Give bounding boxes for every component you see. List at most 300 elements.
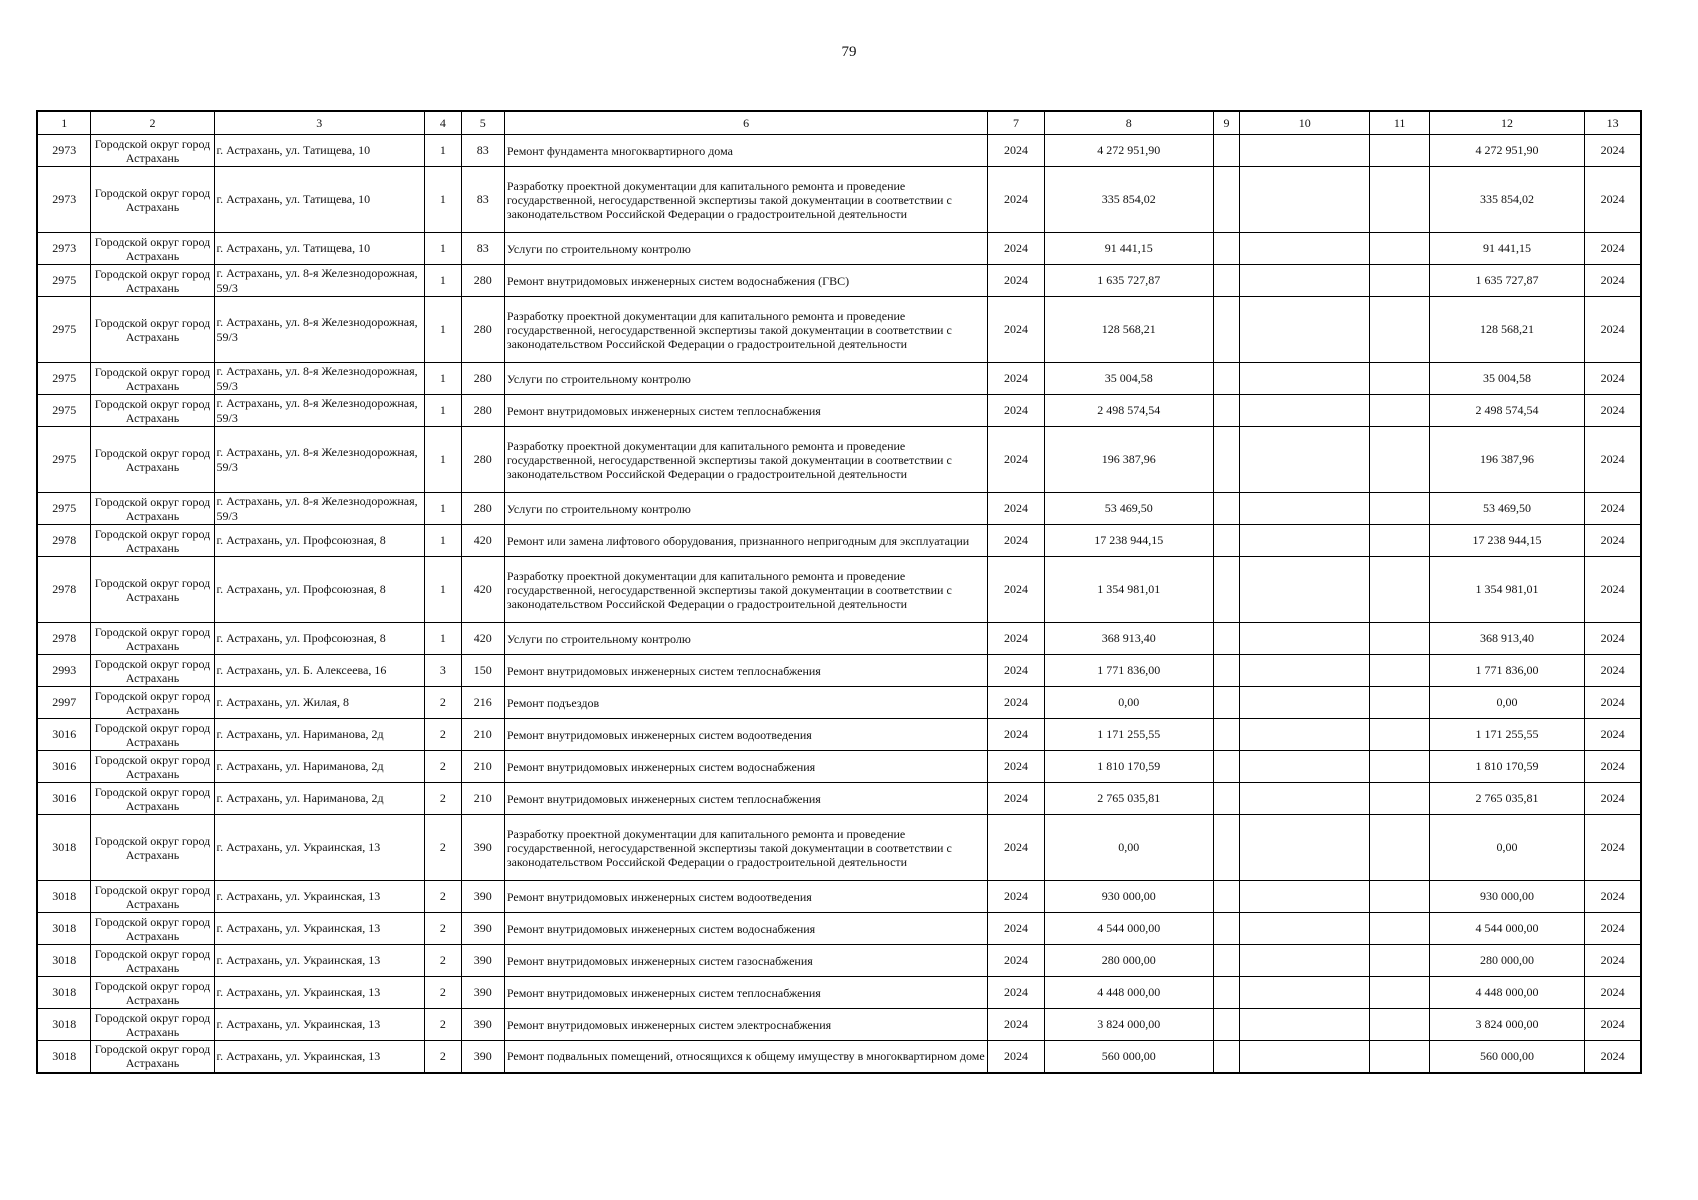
col-4-value-cell: 1	[425, 297, 462, 363]
col-4-value-cell: 2	[425, 913, 462, 945]
col-9-value-cell	[1214, 233, 1240, 265]
work-type-cell: Ремонт внутридомовых инженерных систем водоотведения	[504, 881, 988, 913]
cost-cell: 4 272 951,90	[1044, 135, 1213, 167]
col-9-value-cell	[1214, 135, 1240, 167]
address-cell: г. Астрахань, ул. Украинская, 13	[214, 1009, 424, 1041]
col-9-value-cell	[1214, 655, 1240, 687]
table-row	[37, 977, 1641, 1009]
record-id-cell: 2975	[37, 265, 91, 297]
col-10-value-cell	[1239, 783, 1370, 815]
col-4-value-cell: 1	[425, 135, 462, 167]
col-12-value-cell: 1 354 981,01	[1429, 557, 1584, 623]
cost-cell: 0,00	[1044, 687, 1213, 719]
column-header-1: 1	[37, 111, 91, 135]
cost-cell: 1 354 981,01	[1044, 557, 1213, 623]
column-header-13: 13	[1585, 111, 1641, 135]
col-9-value-cell	[1214, 1041, 1240, 1073]
table-row	[37, 881, 1641, 913]
col-9-value-cell	[1214, 557, 1240, 623]
col-5-value-cell: 390	[461, 945, 504, 977]
col-11-value-cell	[1370, 783, 1429, 815]
year-cell: 2024	[988, 363, 1044, 395]
col-12-value-cell: 3 824 000,00	[1429, 1009, 1584, 1041]
col-13-value-cell: 2024	[1585, 881, 1641, 913]
table-row	[37, 135, 1641, 167]
col-12-value-cell: 280 000,00	[1429, 945, 1584, 977]
column-header-4: 4	[425, 111, 462, 135]
col-9-value-cell	[1214, 623, 1240, 655]
col-10-value-cell	[1239, 815, 1370, 881]
col-9-value-cell	[1214, 977, 1240, 1009]
col-12-value-cell: 368 913,40	[1429, 623, 1584, 655]
col-13-value-cell: 2024	[1585, 233, 1641, 265]
work-type-cell: Ремонт внутридомовых инженерных систем теплоснабжения	[504, 655, 988, 687]
col-5-value-cell: 210	[461, 751, 504, 783]
record-id-cell: 2978	[37, 557, 91, 623]
municipality-cell: Городской округ город Астрахань	[91, 265, 214, 297]
col-13-value-cell: 2024	[1585, 1009, 1641, 1041]
col-12-value-cell: 53 469,50	[1429, 493, 1584, 525]
record-id-cell: 3016	[37, 751, 91, 783]
year-cell: 2024	[988, 719, 1044, 751]
column-header-2: 2	[91, 111, 214, 135]
page-number: 79	[841, 44, 857, 60]
municipality-cell: Городской округ город Астрахань	[91, 977, 214, 1009]
address-cell: г. Астрахань, ул. Жилая, 8	[214, 687, 424, 719]
col-4-value-cell: 1	[425, 363, 462, 395]
col-13-value-cell: 2024	[1585, 265, 1641, 297]
col-4-value-cell: 2	[425, 1041, 462, 1073]
col-4-value-cell: 2	[425, 977, 462, 1009]
col-10-value-cell	[1239, 167, 1370, 233]
work-type-cell: Ремонт внутридомовых инженерных систем водоснабжения	[504, 751, 988, 783]
col-13-value-cell: 2024	[1585, 525, 1641, 557]
work-type-cell: Ремонт внутридомовых инженерных систем водоснабжения	[504, 913, 988, 945]
work-type-cell: Ремонт внутридомовых инженерных систем газоснабжения	[504, 945, 988, 977]
column-header-8: 8	[1044, 111, 1213, 135]
col-12-value-cell: 1 771 836,00	[1429, 655, 1584, 687]
work-type-cell: Ремонт подъездов	[504, 687, 988, 719]
col-13-value-cell: 2024	[1585, 493, 1641, 525]
table-row	[37, 623, 1641, 655]
record-id-cell: 3018	[37, 977, 91, 1009]
col-5-value-cell: 390	[461, 1009, 504, 1041]
col-9-value-cell	[1214, 1009, 1240, 1041]
cost-cell: 1 171 255,55	[1044, 719, 1213, 751]
col-10-value-cell	[1239, 395, 1370, 427]
col-12-value-cell: 4 448 000,00	[1429, 977, 1584, 1009]
col-10-value-cell	[1239, 945, 1370, 977]
work-type-cell: Ремонт внутридомовых инженерных систем теплоснабжения	[504, 395, 988, 427]
year-cell: 2024	[988, 493, 1044, 525]
municipality-cell: Городской округ город Астрахань	[91, 623, 214, 655]
year-cell: 2024	[988, 525, 1044, 557]
address-cell: г. Астрахань, ул. 8-я Железнодорожная, 59/3	[214, 395, 424, 427]
col-4-value-cell: 1	[425, 557, 462, 623]
col-5-value-cell: 216	[461, 687, 504, 719]
address-cell: г. Астрахань, ул. 8-я Железнодорожная, 59/3	[214, 493, 424, 525]
col-10-value-cell	[1239, 655, 1370, 687]
col-5-value-cell: 390	[461, 881, 504, 913]
col-10-value-cell	[1239, 557, 1370, 623]
table-row	[37, 655, 1641, 687]
table-row	[37, 913, 1641, 945]
table-row	[37, 525, 1641, 557]
work-type-cell: Услуги по строительному контролю	[504, 363, 988, 395]
col-10-value-cell	[1239, 751, 1370, 783]
address-cell: г. Астрахань, ул. Украинская, 13	[214, 977, 424, 1009]
column-header-3: 3	[214, 111, 424, 135]
work-type-cell: Ремонт подвальных помещений, относящихся к общему имуществу в многоквартирном доме	[504, 1041, 988, 1073]
col-5-value-cell: 280	[461, 493, 504, 525]
col-13-value-cell: 2024	[1585, 655, 1641, 687]
col-9-value-cell	[1214, 493, 1240, 525]
col-9-value-cell	[1214, 945, 1240, 977]
record-id-cell: 3016	[37, 783, 91, 815]
municipality-cell: Городской округ город Астрахань	[91, 363, 214, 395]
col-10-value-cell	[1239, 881, 1370, 913]
col-12-value-cell: 4 544 000,00	[1429, 913, 1584, 945]
year-cell: 2024	[988, 297, 1044, 363]
col-4-value-cell: 2	[425, 783, 462, 815]
col-4-value-cell: 1	[425, 427, 462, 493]
work-type-cell: Ремонт фундамента многоквартирного дома	[504, 135, 988, 167]
year-cell: 2024	[988, 167, 1044, 233]
col-9-value-cell	[1214, 751, 1240, 783]
municipality-cell: Городской округ город Астрахань	[91, 687, 214, 719]
municipality-cell: Городской округ город Астрахань	[91, 297, 214, 363]
col-11-value-cell	[1370, 167, 1429, 233]
col-5-value-cell: 420	[461, 525, 504, 557]
address-cell: г. Астрахань, ул. 8-я Железнодорожная, 59/3	[214, 427, 424, 493]
cost-cell: 53 469,50	[1044, 493, 1213, 525]
col-5-value-cell: 210	[461, 783, 504, 815]
col-12-value-cell: 35 004,58	[1429, 363, 1584, 395]
address-cell: г. Астрахань, ул. Украинская, 13	[214, 945, 424, 977]
cost-cell: 368 913,40	[1044, 623, 1213, 655]
col-12-value-cell: 0,00	[1429, 815, 1584, 881]
col-10-value-cell	[1239, 233, 1370, 265]
cost-cell: 4 544 000,00	[1044, 913, 1213, 945]
year-cell: 2024	[988, 557, 1044, 623]
record-id-cell: 2978	[37, 623, 91, 655]
record-id-cell: 3018	[37, 1009, 91, 1041]
address-cell: г. Астрахань, ул. Профсоюзная, 8	[214, 525, 424, 557]
year-cell: 2024	[988, 655, 1044, 687]
table-row	[37, 751, 1641, 783]
year-cell: 2024	[988, 1009, 1044, 1041]
table-row	[37, 493, 1641, 525]
year-cell: 2024	[988, 265, 1044, 297]
col-9-value-cell	[1214, 815, 1240, 881]
col-12-value-cell: 0,00	[1429, 687, 1584, 719]
column-header-5: 5	[461, 111, 504, 135]
address-cell: г. Астрахань, ул. Нариманова, 2д	[214, 719, 424, 751]
record-id-cell: 3018	[37, 913, 91, 945]
col-5-value-cell: 280	[461, 265, 504, 297]
cost-cell: 128 568,21	[1044, 297, 1213, 363]
col-5-value-cell: 280	[461, 427, 504, 493]
table-row	[37, 363, 1641, 395]
col-13-value-cell: 2024	[1585, 297, 1641, 363]
column-header-10: 10	[1239, 111, 1370, 135]
record-id-cell: 2975	[37, 427, 91, 493]
record-id-cell: 2973	[37, 135, 91, 167]
col-5-value-cell: 83	[461, 167, 504, 233]
work-type-cell: Услуги по строительному контролю	[504, 493, 988, 525]
table-row	[37, 427, 1641, 493]
col-9-value-cell	[1214, 395, 1240, 427]
record-id-cell: 2975	[37, 395, 91, 427]
col-9-value-cell	[1214, 167, 1240, 233]
record-id-cell: 2975	[37, 297, 91, 363]
col-5-value-cell: 280	[461, 363, 504, 395]
municipality-cell: Городской округ город Астрахань	[91, 135, 214, 167]
address-cell: г. Астрахань, ул. Б. Алексеева, 16	[214, 655, 424, 687]
cost-cell: 1 810 170,59	[1044, 751, 1213, 783]
cost-cell: 3 824 000,00	[1044, 1009, 1213, 1041]
table-header	[37, 111, 1641, 135]
col-12-value-cell: 560 000,00	[1429, 1041, 1584, 1073]
col-13-value-cell: 2024	[1585, 751, 1641, 783]
cost-cell: 930 000,00	[1044, 881, 1213, 913]
cost-cell: 280 000,00	[1044, 945, 1213, 977]
work-type-cell: Разработку проектной документации для капитального ремонта и проведение государственной, негосударственной экспертизы такой документации в соответствии с законодательством Российской Федерации о градостроительной деятельности	[504, 427, 988, 493]
year-cell: 2024	[988, 977, 1044, 1009]
work-type-cell: Ремонт или замена лифтового оборудования, признанного непригодным для эксплуатации	[504, 525, 988, 557]
cost-cell: 0,00	[1044, 815, 1213, 881]
col-5-value-cell: 390	[461, 913, 504, 945]
table-row	[37, 265, 1641, 297]
col-4-value-cell: 1	[425, 623, 462, 655]
year-cell: 2024	[988, 135, 1044, 167]
address-cell: г. Астрахань, ул. Профсоюзная, 8	[214, 557, 424, 623]
column-header-11: 11	[1370, 111, 1429, 135]
table-row	[37, 783, 1641, 815]
column-header-6: 6	[504, 111, 988, 135]
col-4-value-cell: 1	[425, 233, 462, 265]
work-type-cell: Разработку проектной документации для капитального ремонта и проведение государственной, негосударственной экспертизы такой документации в соответствии с законодательством Российской Федерации о градостроительной деятельности	[504, 297, 988, 363]
year-cell: 2024	[988, 395, 1044, 427]
table-row	[37, 719, 1641, 751]
municipality-cell: Городской округ город Астрахань	[91, 881, 214, 913]
record-id-cell: 2973	[37, 167, 91, 233]
col-5-value-cell: 420	[461, 623, 504, 655]
col-9-value-cell	[1214, 363, 1240, 395]
address-cell: г. Астрахань, ул. Татищева, 10	[214, 135, 424, 167]
cost-cell: 560 000,00	[1044, 1041, 1213, 1073]
table-row	[37, 945, 1641, 977]
col-11-value-cell	[1370, 881, 1429, 913]
municipality-cell: Городской округ город Астрахань	[91, 493, 214, 525]
work-type-cell: Разработку проектной документации для капитального ремонта и проведение государственной, негосударственной экспертизы такой документации в соответствии с законодательством Российской Федерации о градостроительной деятельности	[504, 557, 988, 623]
header-row	[37, 111, 1641, 135]
col-5-value-cell: 280	[461, 395, 504, 427]
col-4-value-cell: 2	[425, 687, 462, 719]
municipality-cell: Городской округ город Астрахань	[91, 913, 214, 945]
col-12-value-cell: 4 272 951,90	[1429, 135, 1584, 167]
col-11-value-cell	[1370, 751, 1429, 783]
address-cell: г. Астрахань, ул. Татищева, 10	[214, 233, 424, 265]
address-cell: г. Астрахань, ул. Профсоюзная, 8	[214, 623, 424, 655]
col-4-value-cell: 2	[425, 719, 462, 751]
col-4-value-cell: 3	[425, 655, 462, 687]
col-10-value-cell	[1239, 913, 1370, 945]
col-5-value-cell: 83	[461, 135, 504, 167]
table-row	[37, 1041, 1641, 1073]
col-12-value-cell: 930 000,00	[1429, 881, 1584, 913]
col-11-value-cell	[1370, 655, 1429, 687]
address-cell: г. Астрахань, ул. 8-я Железнодорожная, 59/3	[214, 265, 424, 297]
municipality-cell: Городской округ город Астрахань	[91, 1009, 214, 1041]
work-type-cell: Услуги по строительному контролю	[504, 623, 988, 655]
col-11-value-cell	[1370, 363, 1429, 395]
col-12-value-cell: 128 568,21	[1429, 297, 1584, 363]
table-row	[37, 815, 1641, 881]
year-cell: 2024	[988, 783, 1044, 815]
col-9-value-cell	[1214, 913, 1240, 945]
col-5-value-cell: 210	[461, 719, 504, 751]
col-5-value-cell: 83	[461, 233, 504, 265]
record-id-cell: 3018	[37, 945, 91, 977]
record-id-cell: 2973	[37, 233, 91, 265]
col-10-value-cell	[1239, 265, 1370, 297]
col-12-value-cell: 1 171 255,55	[1429, 719, 1584, 751]
col-5-value-cell: 150	[461, 655, 504, 687]
table-row	[37, 687, 1641, 719]
table-row	[37, 395, 1641, 427]
address-cell: г. Астрахань, ул. Татищева, 10	[214, 167, 424, 233]
col-9-value-cell	[1214, 427, 1240, 493]
col-10-value-cell	[1239, 719, 1370, 751]
repair-program-table	[36, 110, 1642, 1074]
col-4-value-cell: 1	[425, 395, 462, 427]
col-4-value-cell: 1	[425, 493, 462, 525]
col-12-value-cell: 91 441,15	[1429, 233, 1584, 265]
col-9-value-cell	[1214, 719, 1240, 751]
municipality-cell: Городской округ город Астрахань	[91, 719, 214, 751]
address-cell: г. Астрахань, ул. Украинская, 13	[214, 913, 424, 945]
col-12-value-cell: 17 238 944,15	[1429, 525, 1584, 557]
col-11-value-cell	[1370, 977, 1429, 1009]
year-cell: 2024	[988, 623, 1044, 655]
table-row	[37, 233, 1641, 265]
col-12-value-cell: 2 498 574,54	[1429, 395, 1584, 427]
column-header-9: 9	[1214, 111, 1240, 135]
cost-cell: 196 387,96	[1044, 427, 1213, 493]
municipality-cell: Городской округ город Астрахань	[91, 395, 214, 427]
work-type-cell: Разработку проектной документации для капитального ремонта и проведение государственной, негосударственной экспертизы такой документации в соответствии с законодательством Российской Федерации о градостроительной деятельности	[504, 815, 988, 881]
municipality-cell: Городской округ город Астрахань	[91, 167, 214, 233]
municipality-cell: Городской округ город Астрахань	[91, 1041, 214, 1073]
year-cell: 2024	[988, 945, 1044, 977]
work-type-cell: Ремонт внутридомовых инженерных систем водоснабжения (ГВС)	[504, 265, 988, 297]
col-4-value-cell: 2	[425, 815, 462, 881]
record-id-cell: 2975	[37, 493, 91, 525]
col-4-value-cell: 1	[425, 167, 462, 233]
col-12-value-cell: 196 387,96	[1429, 427, 1584, 493]
col-9-value-cell	[1214, 881, 1240, 913]
cost-cell: 1 771 836,00	[1044, 655, 1213, 687]
col-13-value-cell: 2024	[1585, 783, 1641, 815]
col-11-value-cell	[1370, 265, 1429, 297]
column-header-12: 12	[1429, 111, 1584, 135]
cost-cell: 91 441,15	[1044, 233, 1213, 265]
col-10-value-cell	[1239, 427, 1370, 493]
address-cell: г. Астрахань, ул. Нариманова, 2д	[214, 751, 424, 783]
col-9-value-cell	[1214, 297, 1240, 363]
year-cell: 2024	[988, 913, 1044, 945]
col-5-value-cell: 390	[461, 1041, 504, 1073]
col-11-value-cell	[1370, 135, 1429, 167]
address-cell: г. Астрахань, ул. Украинская, 13	[214, 881, 424, 913]
col-4-value-cell: 2	[425, 751, 462, 783]
address-cell: г. Астрахань, ул. 8-я Железнодорожная, 59/3	[214, 363, 424, 395]
cost-cell: 17 238 944,15	[1044, 525, 1213, 557]
col-13-value-cell: 2024	[1585, 623, 1641, 655]
cost-cell: 335 854,02	[1044, 167, 1213, 233]
record-id-cell: 3016	[37, 719, 91, 751]
col-4-value-cell: 2	[425, 945, 462, 977]
col-12-value-cell: 335 854,02	[1429, 167, 1584, 233]
work-type-cell: Услуги по строительному контролю	[504, 233, 988, 265]
col-13-value-cell: 2024	[1585, 135, 1641, 167]
col-12-value-cell: 1 810 170,59	[1429, 751, 1584, 783]
table-body	[37, 135, 1641, 1073]
record-id-cell: 3018	[37, 1041, 91, 1073]
col-13-value-cell: 2024	[1585, 913, 1641, 945]
col-13-value-cell: 2024	[1585, 1041, 1641, 1073]
col-9-value-cell	[1214, 265, 1240, 297]
col-9-value-cell	[1214, 783, 1240, 815]
col-5-value-cell: 390	[461, 815, 504, 881]
table-row	[37, 1009, 1641, 1041]
col-13-value-cell: 2024	[1585, 395, 1641, 427]
col-10-value-cell	[1239, 525, 1370, 557]
col-9-value-cell	[1214, 687, 1240, 719]
col-11-value-cell	[1370, 427, 1429, 493]
col-11-value-cell	[1370, 297, 1429, 363]
work-type-cell: Разработку проектной документации для капитального ремонта и проведение государственной, негосударственной экспертизы такой документации в соответствии с законодательством Российской Федерации о градостроительной деятельности	[504, 167, 988, 233]
col-11-value-cell	[1370, 557, 1429, 623]
table-row	[37, 557, 1641, 623]
cost-cell: 1 635 727,87	[1044, 265, 1213, 297]
col-11-value-cell	[1370, 719, 1429, 751]
col-13-value-cell: 2024	[1585, 719, 1641, 751]
col-4-value-cell: 1	[425, 525, 462, 557]
year-cell: 2024	[988, 815, 1044, 881]
year-cell: 2024	[988, 233, 1044, 265]
col-4-value-cell: 2	[425, 881, 462, 913]
col-10-value-cell	[1239, 297, 1370, 363]
year-cell: 2024	[988, 1041, 1044, 1073]
record-id-cell: 2975	[37, 363, 91, 395]
col-13-value-cell: 2024	[1585, 427, 1641, 493]
address-cell: г. Астрахань, ул. Украинская, 13	[214, 815, 424, 881]
record-id-cell: 2978	[37, 525, 91, 557]
cost-cell: 2 498 574,54	[1044, 395, 1213, 427]
table-row	[37, 167, 1641, 233]
cost-cell: 2 765 035,81	[1044, 783, 1213, 815]
col-10-value-cell	[1239, 493, 1370, 525]
col-11-value-cell	[1370, 493, 1429, 525]
municipality-cell: Городской округ город Астрахань	[91, 945, 214, 977]
year-cell: 2024	[988, 881, 1044, 913]
address-cell: г. Астрахань, ул. 8-я Железнодорожная, 59/3	[214, 297, 424, 363]
col-13-value-cell: 2024	[1585, 557, 1641, 623]
col-11-value-cell	[1370, 395, 1429, 427]
col-11-value-cell	[1370, 1041, 1429, 1073]
